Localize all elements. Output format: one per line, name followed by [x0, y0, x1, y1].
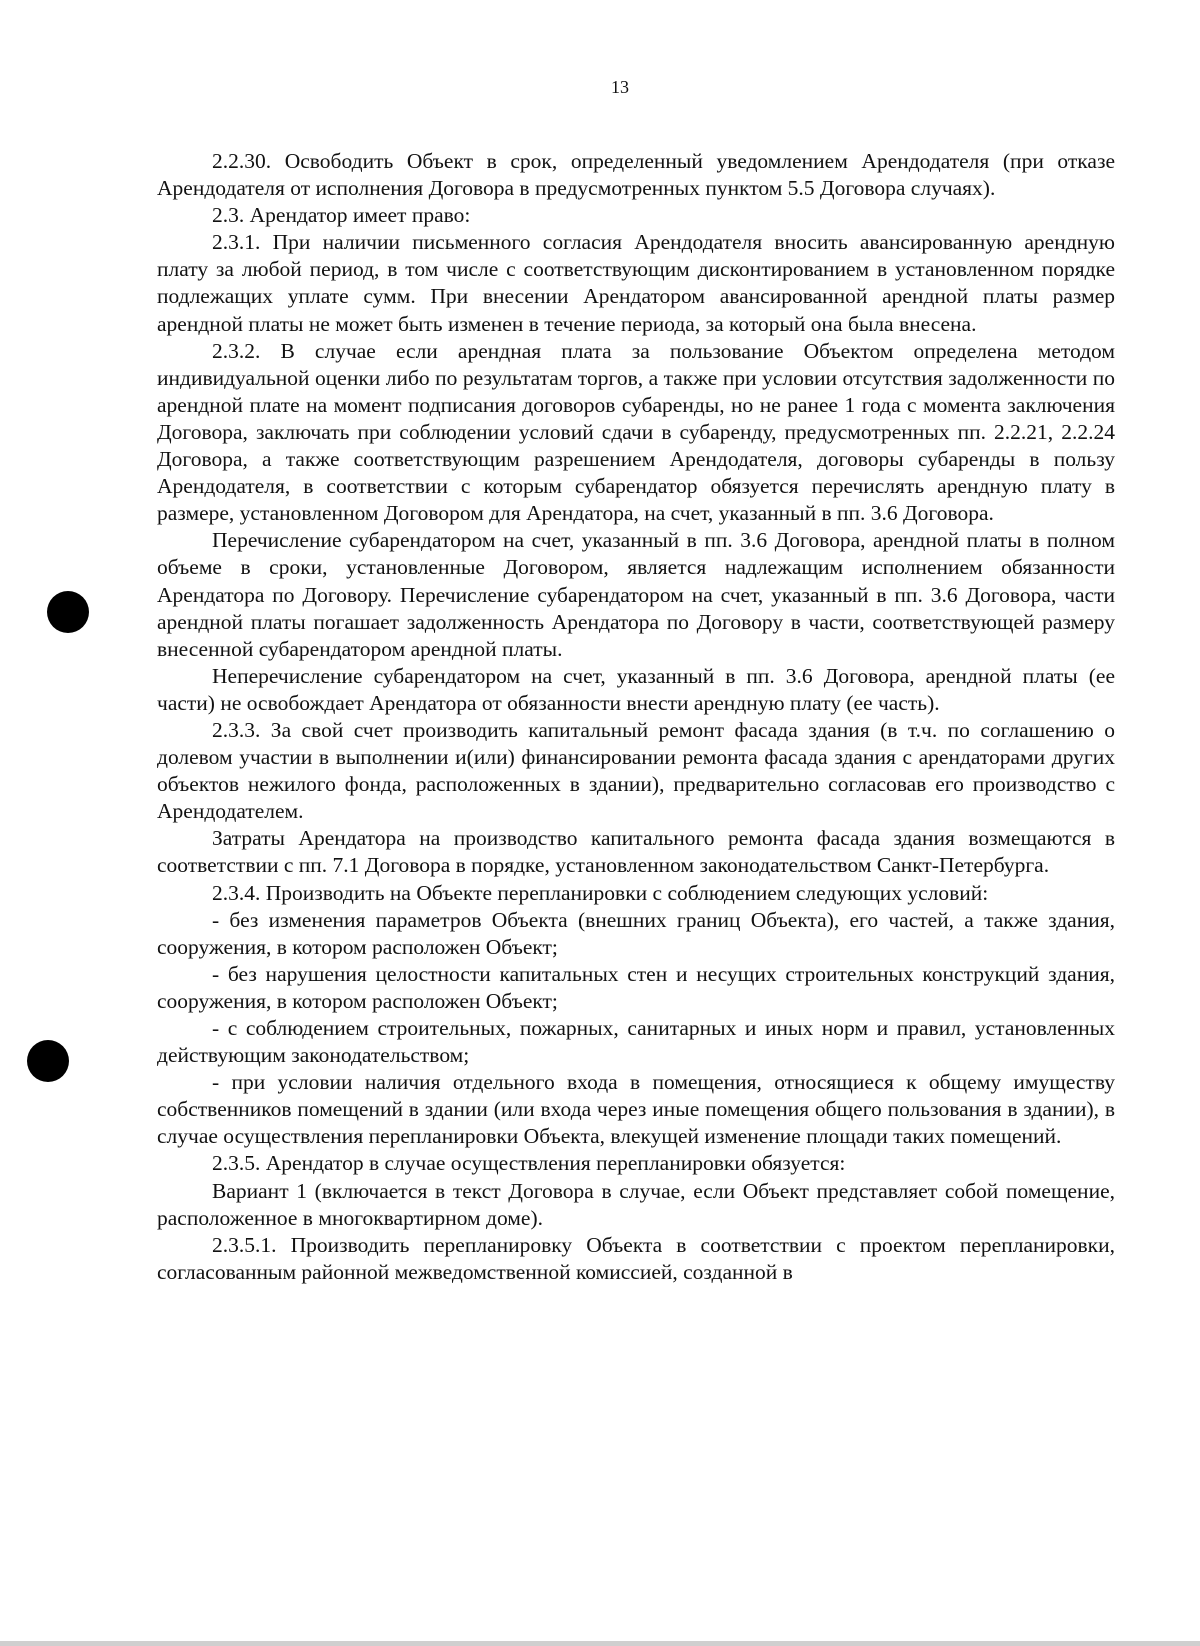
- paragraph-facade-costs: Затраты Арендатора на производство капитального ремонта фасада здания возмещаются в соответствии с пп. 7.1 Договора в порядке, установленном законодательством Санкт-Петербурга.: [157, 826, 1115, 878]
- list-item-boundaries: - без изменения параметров Объекта (внешних границ Объекта), его частей, а также здания, сооружения, в котором расположен Объект;: [157, 907, 1115, 959]
- punch-hole-top: [47, 591, 89, 633]
- paragraph-2-3-1: 2.3.1. При наличии письменного согласия Арендодателя вносить авансированную арендную плату за любой период, в том числе с соответствующим дисконтированием в установленном порядке подлежащих уплате сумм. При внесении Арендатором авансированной арендной платы размер арендной платы не может быть изменен в течение периода, за который она была внесена.: [157, 230, 1115, 336]
- paragraph-2-3-4: 2.3.4. Производить на Объекте перепланировки с соблюдением следующих условий:: [212, 880, 989, 905]
- paragraph-2-3: 2.3. Арендатор имеет право:: [212, 203, 471, 228]
- paragraph-2-3-2: 2.3.2. В случае если арендная плата за пользование Объектом определена методом индивидуальной оценки либо по результатам торгов, а также при условии отсутствия задолженности по арендной плате на момент подписания договоров субаренды, но не ранее 1 года с момента заключения Договора, заключать при соблюдении условий сдачи в субаренду, предусмотренных пп. 2.2.21, 2.2.24 Договора, а также соответствующим разрешением Арендодателя, договоры субаренды в пользу Арендодателя, в соответствии с которым субарендатор обязуется перечислять арендную плату в размере, установленном Договором для Арендатора, на счет, указанный в пп. 3.6 Договора.: [157, 338, 1115, 526]
- list-item-walls: - без нарушения целостности капитальных стен и несущих строительных конструкций здания, сооружения, в котором расположен Объект;: [157, 961, 1115, 1013]
- paragraph-variant-1: Вариант 1 (включается в текст Договора в случае, если Объект представляет собой помещение, расположенное в многоквартирном доме).: [157, 1178, 1115, 1230]
- paragraph-non-payment: Неперечисление субарендатором на счет, указанный в пп. 3.6 Договора, арендной платы (ее части) не освобождает Арендатора от обязанности внести арендную плату (ее часть).: [157, 663, 1115, 715]
- paragraph-2-2-30: 2.2.30. Освободить Объект в срок, определенный уведомлением Арендодателя (при отказе Арендодателя от исполнения Договора в предусмотренных пунктом 5.5 Договора случаях).: [157, 149, 1115, 201]
- page-number: 13: [611, 77, 629, 97]
- punch-hole-bottom: [27, 1040, 69, 1082]
- paragraph-2-3-5: 2.3.5. Арендатор в случае осуществления перепланировки обязуется:: [212, 1151, 846, 1176]
- paragraph-2-3-5-1: 2.3.5.1. Производить перепланировку Объекта в соответствии с проектом перепланировки, согласованным районной межведомственной комиссией, созданной в: [157, 1232, 1115, 1284]
- list-item-entrance: - при условии наличия отдельного входа в помещения, относящиеся к общему имуществу собственников помещений в здании (или входа через иные помещения общего пользования в здании), в случае осуществления перепланировки Объекта, влекущей изменение площади таких помещений.: [157, 1070, 1115, 1149]
- document-body: [157, 148, 1115, 1286]
- paragraph-2-3-3: 2.3.3. За свой счет производить капитальный ремонт фасада здания (в т.ч. по соглашению о долевом участии в выполнении и(или) финансировании ремонта фасада здания с арендаторами других объектов нежилого фонда, расположенных в здании), предварительно согласовав его производство с Арендодателем.: [157, 717, 1115, 824]
- list-item-norms: - с соблюдением строительных, пожарных, санитарных и иных норм и правил, установленных действующим законодательством;: [157, 1016, 1115, 1068]
- scan-bottom-edge: [0, 1641, 1200, 1646]
- paragraph-subtenant-payment: Перечисление субарендатором на счет, указанный в пп. 3.6 Договора, арендной платы в полном объеме в сроки, установленные Договором, является надлежащим исполнением обязанности Арендатора по Договору. Перечисление субарендатором на счет, указанный в пп. 3.6 Договора, части арендной платы погашает задолженность Арендатора по Договору в части, соответствующей размеру внесенной субарендатором арендной платы.: [157, 528, 1115, 661]
